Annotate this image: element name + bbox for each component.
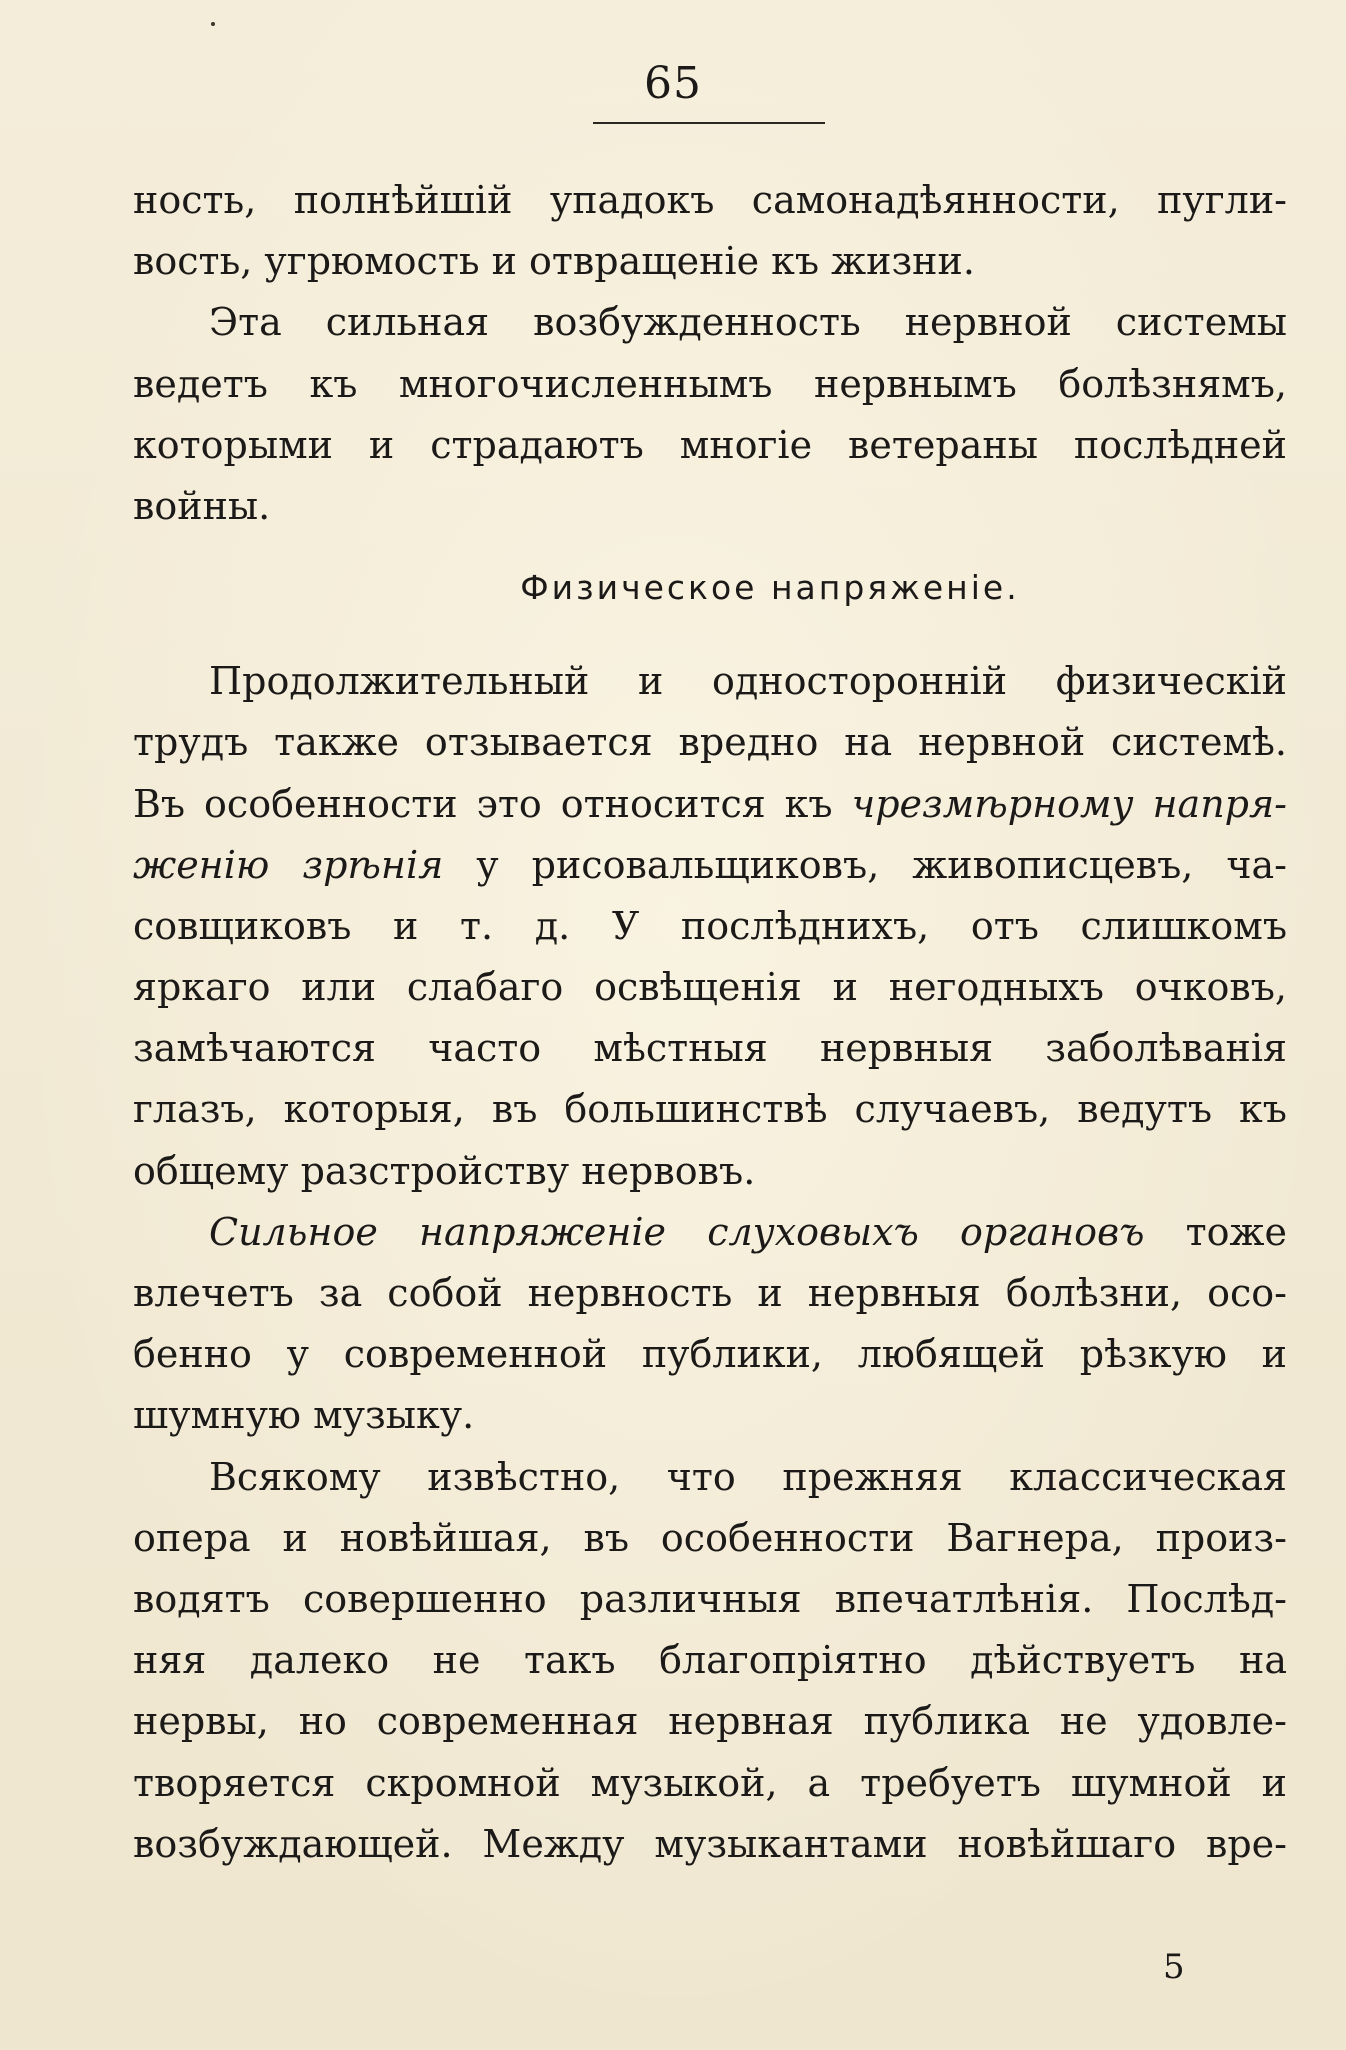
text-line: вость, угрюмость и отвращеніе къ жизни. <box>133 239 975 284</box>
text-line: которыми и страдаютъ многіе ветераны послѣдней <box>133 422 1287 467</box>
text-line: трудъ также отзывается вредно на нервной системѣ. <box>133 720 1287 765</box>
text-line: Эта сильная возбужденность нервной системы <box>209 300 1287 345</box>
ink-speck <box>211 22 215 26</box>
text-line <box>133 774 1287 835</box>
text-run: у рисовальщиковъ, живописцевъ, ча- <box>443 842 1287 887</box>
text-line: ность, полнѣйшій упадокъ самонадѣянности, пугли- <box>133 178 1287 222</box>
text-line: бенно у современной публики, любящей рѣзкую и <box>133 1332 1287 1377</box>
text-line: нервы, но современная нервная публика не удовле- <box>133 1699 1287 1744</box>
section-heading: Физическое напряженіе. <box>520 568 1020 608</box>
text-line: яркаго или слабаго освѣщенія и негодныхъ очковъ, <box>133 965 1287 1010</box>
text-line: творяется скромной музыкой, а требуетъ шумной и <box>133 1760 1287 1805</box>
text-line: Всякому извѣстно, что прежняя классическая <box>209 1454 1287 1499</box>
header-rule <box>593 122 825 124</box>
text-line: влечетъ за собой нервность и нервныя болѣзни, осо- <box>133 1271 1287 1315</box>
italic-phrase: Сильное напряженіе слуховыхъ органовъ <box>209 1209 1145 1254</box>
text-line: няя далеко не такъ благопріятно дѣйствуетъ на <box>133 1638 1287 1683</box>
text-run: Въ особенности это относится къ <box>133 781 852 826</box>
signature-mark: 5 <box>1163 1947 1185 1987</box>
italic-phrase: чрезмѣрному напря- <box>851 781 1287 826</box>
text-line <box>133 1202 1287 1263</box>
text-line: Продолжительный и односторонній физическій <box>209 659 1287 704</box>
text-line: возбуждающей. Между музыкантами новѣйшаго вре- <box>133 1821 1287 1866</box>
text-line: опера и новѣйшая, въ особенности Вагнера, произ- <box>133 1515 1287 1560</box>
page-number: 65 <box>644 58 702 109</box>
text-line: ведетъ къ многочисленнымъ нервнымъ болѣзнямъ, <box>133 361 1287 406</box>
text-line: общему разстройству нервовъ. <box>133 1148 756 1193</box>
italic-phrase: женію зрѣнія <box>133 842 444 887</box>
text-line: замѣчаются часто мѣстныя нервныя заболѣванія <box>133 1026 1287 1071</box>
text-run: тоже <box>1144 1209 1287 1254</box>
spacer <box>133 639 1287 651</box>
text-line: совщиковъ и т. д. У послѣднихъ, отъ слишкомъ <box>133 903 1287 948</box>
text-line: глазъ, которыя, въ большинствѣ случаевъ, ведутъ къ <box>133 1087 1287 1132</box>
text-line: водятъ совершенно различныя впечатлѣнія. Послѣд- <box>133 1576 1287 1621</box>
text-line: войны. <box>133 483 271 528</box>
body-text <box>133 170 1287 1875</box>
text-line <box>133 835 1287 896</box>
text-line: шумную музыку. <box>133 1393 475 1438</box>
